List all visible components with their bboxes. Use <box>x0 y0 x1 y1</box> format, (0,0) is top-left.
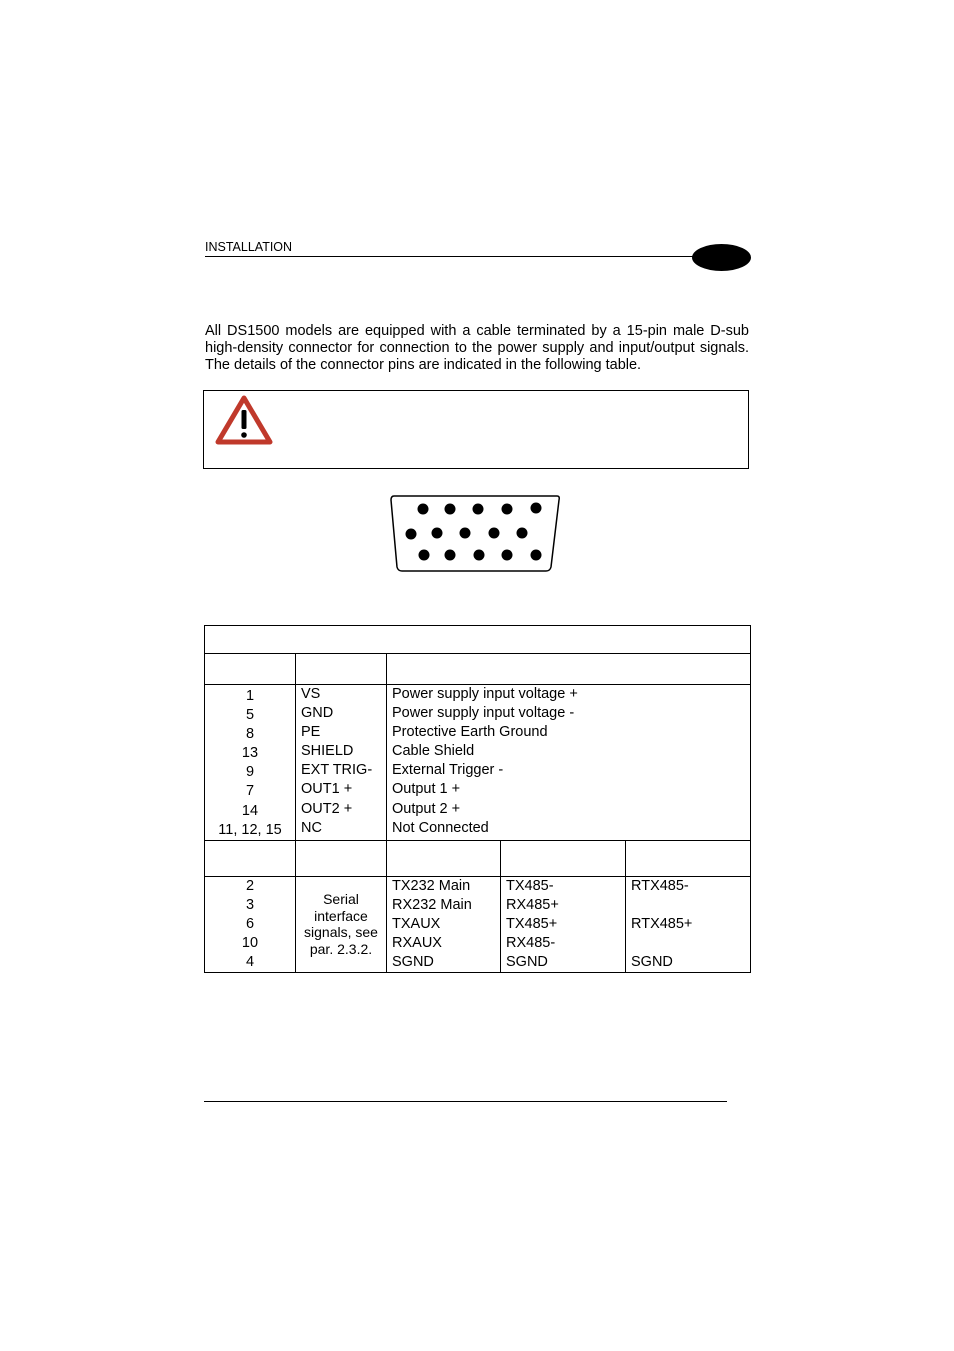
signal-name: NC <box>301 819 322 836</box>
pin-number: 10 <box>241 935 259 952</box>
pin-number: 14 <box>241 802 259 819</box>
signal-name: OUT1 + <box>301 781 353 798</box>
rs232-signal: SGND <box>392 954 434 971</box>
rs485-full-signal: RX485- <box>506 935 556 952</box>
serial-note: Serial interface signals, see par. 2.3.2. <box>296 876 387 972</box>
table-title-row <box>205 626 751 654</box>
rs485-half-signal <box>631 896 750 915</box>
rs485-full-signal: SGND <box>506 954 548 971</box>
serial-rows <box>205 876 751 972</box>
rs232-signal: RXAUX <box>392 935 442 952</box>
signal-name: GND <box>301 705 334 722</box>
signal-function: Output 2 + <box>392 800 461 817</box>
pin-number: 11, 12, 15 <box>218 821 282 838</box>
power-rows <box>205 685 751 841</box>
rs485-full-signal: TX485+ <box>506 915 558 932</box>
header-rule <box>205 256 697 257</box>
signal-name: PE <box>301 724 321 741</box>
rs232-signal: RX232 Main <box>392 896 472 913</box>
db15-connector-icon <box>390 492 562 579</box>
signal-name: SHIELD <box>301 743 354 760</box>
pin-number: 8 <box>245 726 255 743</box>
signal-function: External Trigger - <box>392 762 504 779</box>
pin-number: 4 <box>245 954 255 971</box>
signal-function: Protective Earth Ground <box>392 724 548 741</box>
signal-function: Cable Shield <box>392 743 475 760</box>
rs485-half-signal <box>631 934 750 953</box>
section-label: INSTALLATION <box>205 240 293 254</box>
rs232-signal: TXAUX <box>392 915 441 932</box>
pin-number: 9 <box>245 764 255 781</box>
rs485-full-signal: RX485+ <box>506 896 559 913</box>
serial-header-row <box>205 840 751 876</box>
signal-function: Power supply input voltage - <box>392 705 575 722</box>
footer-rule <box>204 1101 727 1102</box>
pin-number: 7 <box>245 783 255 800</box>
warning-triangle-icon <box>214 394 274 453</box>
pin-number: 2 <box>245 877 255 894</box>
signal-name: OUT2 + <box>301 800 353 817</box>
signal-function: Not Connected <box>392 819 489 836</box>
table-header-row <box>205 654 751 685</box>
rs485-half-signal: SGND <box>631 954 673 971</box>
rs485-half-signal: RTX485+ <box>631 915 693 932</box>
pin-number: 1 <box>245 688 255 704</box>
rs232-signal: TX232 Main <box>392 877 471 894</box>
rs485-full-signal: TX485- <box>506 877 554 894</box>
pin-number: 13 <box>241 745 259 762</box>
caution-box <box>203 390 749 469</box>
signal-function: Output 1 + <box>392 781 461 798</box>
rs485-half-signal: RTX485- <box>631 877 689 894</box>
signal-name: VS <box>301 686 321 702</box>
pin-number: 6 <box>245 915 255 932</box>
intro-paragraph: All DS1500 models are equipped with a cable terminated by a 15-pin male D-sub high-density connector for connection to the power supply and input/output signals. The details of the connector pins are indicated in the following table. <box>205 323 749 373</box>
pin-number: 3 <box>245 896 255 913</box>
pin-number: 5 <box>245 707 255 724</box>
connector-pin-table <box>204 625 751 973</box>
signal-function: Power supply input voltage + <box>392 686 578 702</box>
signal-name: EXT TRIG- <box>301 762 373 779</box>
page-tab-marker <box>692 244 751 271</box>
